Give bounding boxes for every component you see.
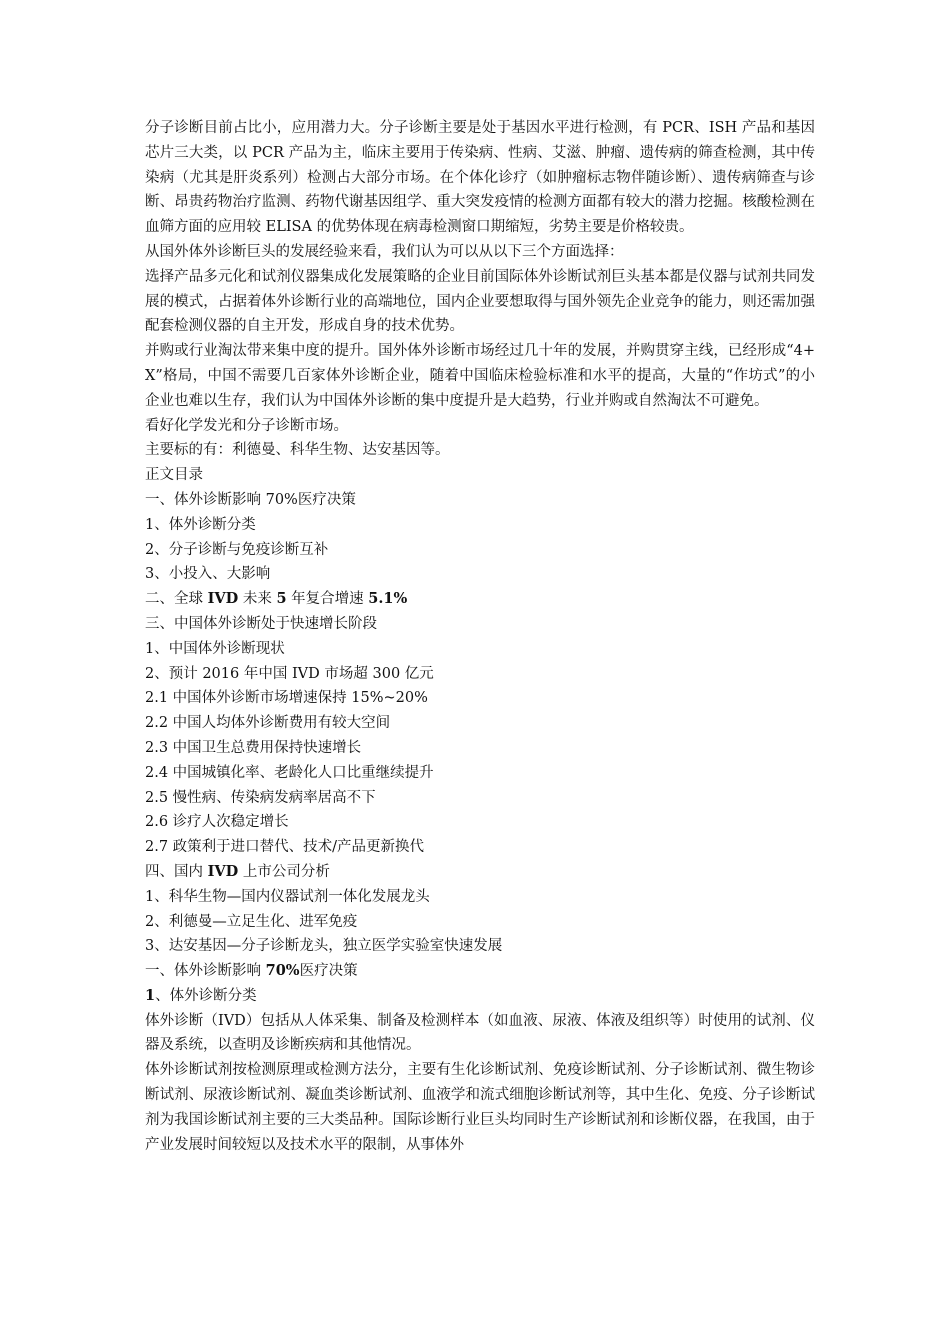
section-heading — [145, 959, 815, 984]
toc-item: 2、预计 2016 年中国 IVD 市场超 300 亿元 — [145, 665, 434, 682]
intro-paragraph-consolidation: 并购或行业淘汰带来集中度的提升。国外体外诊断市场经过几十年的发展，并购贯穿主线，已经形成“4+X”格局，中国不需要几百家体外诊断企业，随着中国临床检验标准和水平的提高，大量的“作坊式”的小企业也难以生存，我们认为中国体外诊断的集中度提升是大趋势，行业并购或自然淘汰不可避免。 — [145, 343, 815, 409]
intro-paragraph-outlook: 看好化学发光和分子诊断市场。 — [145, 417, 348, 434]
heading-text: 一、体外诊断影响 — [145, 963, 266, 980]
body-paragraph-ivd-reagents: 体外诊断试剂按检测原理或检测方法分，主要有生化诊断试剂、免疫诊断试剂、分子诊断试剂、微生物诊断试剂、尿液诊断试剂、凝血类诊断试剂、血液学和流式细胞诊断试剂等，其中生化、免疫、分子诊断试剂为我国诊断试剂主要的三大类品种。国际诊断行业巨头均同时生产诊断试剂和诊断仪器，在我国，由于产业发展时间较短以及技术水平的限制，从事体外 — [145, 1062, 815, 1153]
toc-item: 2.4 中国城镇化率、老龄化人口比重继续提升 — [145, 764, 434, 781]
intro-paragraph-molecular: 分子诊断目前占比小，应用潜力大。分子诊断主要是处于基因水平进行检测，有 PCR、ISH 产品和基因芯片三大类，以 PCR 产品为主，临床主要用于传染病、性病、艾滋、肿瘤、遗传病的筛查检测，其中传染病（尤其是肝炎系列）检测占大部分市场。在个体化诊疗（如肿瘤标志物伴随诊断）、遗传病筛查与诊断、昂贵药物治疗监测、药物代谢基因组学、重大突发疫情的检测方面都有较大的潜力挖掘。核酸检测在血筛方面的应用较 ELISA 的优势体现在病毒检测窗口期缩短，劣势主要是价格较贵。 — [145, 120, 815, 236]
toc-text: 二、全球 — [145, 591, 208, 608]
document-page — [145, 116, 815, 1157]
toc-title: 正文目录 — [145, 467, 203, 484]
toc-item: 1、体外诊断分类 — [145, 516, 256, 533]
heading-text-bold: 70% — [265, 962, 300, 980]
toc-item: 2.6 诊疗人次稳定增长 — [145, 814, 289, 831]
toc-item: 2、利德曼—立足生化、进军免疫 — [145, 913, 358, 930]
toc-item — [145, 587, 815, 612]
intro-paragraph-diversification: 选择产品多元化和试剂仪器集成化发展策略的企业目前国际体外诊断试剂巨头基本都是仪器与试剂共同发展的模式，占据着体外诊断行业的高端地位，国内企业要想取得与国外领先企业竞争的能力，则还需加强配套检测仪器的自主开发，形成自身的技术优势。 — [145, 268, 815, 335]
toc-text: 上市公司分析 — [238, 863, 330, 880]
toc-text-bold: IVD — [207, 590, 239, 608]
toc-item: 3、达安基因—分子诊断龙头，独立医学实验室快速发展 — [145, 938, 503, 955]
subsection-heading — [145, 984, 815, 1009]
toc-text-bold: IVD — [207, 862, 239, 880]
toc-text: 未来 — [238, 591, 277, 608]
intro-paragraph-experience: 从国外体外诊断巨头的发展经验来看，我们认为可以从以下三个方面选择： — [145, 243, 624, 260]
toc-item: 2、分子诊断与免疫诊断互补 — [145, 541, 329, 558]
body-paragraph-ivd-definition: 体外诊断（IVD）包括从人体采集、制备及检测样本（如血液、尿液、体液及组织等）时使用的试剂、仪器及系统，以查明及诊断疾病和其他情况。 — [145, 1012, 815, 1054]
table-of-contents — [145, 463, 815, 959]
intro-paragraph-targets: 主要标的有：利德曼、科华生物、达安基因等。 — [145, 442, 450, 459]
toc-item: 3、小投入、大影响 — [145, 566, 271, 583]
toc-text: 年复合增速 — [286, 591, 369, 608]
toc-item: 2.3 中国卫生总费用保持快速增长 — [145, 739, 362, 756]
toc-item: 2.1 中国体外诊断市场增速保持 15%~20% — [145, 690, 428, 707]
heading-number-bold: 1 — [145, 986, 156, 1004]
toc-text-bold: 5 — [276, 590, 287, 608]
toc-item: 1、科华生物—国内仪器试剂一体化发展龙头 — [145, 888, 430, 905]
toc-item: 2.7 政策利于进口替代、技术/产品更新换代 — [145, 839, 425, 856]
toc-item: 2.2 中国人均体外诊断费用有较大空间 — [145, 715, 391, 732]
toc-text: 四、国内 — [145, 863, 208, 880]
toc-item: 一、体外诊断影响 70%医疗决策 — [145, 491, 356, 508]
toc-item: 2.5 慢性病、传染病发病率居高不下 — [145, 789, 376, 806]
toc-item: 1、中国体外诊断现状 — [145, 640, 285, 657]
toc-item: 三、中国体外诊断处于快速增长阶段 — [145, 615, 377, 632]
heading-text: 医疗决策 — [299, 963, 358, 980]
toc-item — [145, 860, 815, 885]
toc-text-bold: 5.1% — [368, 590, 408, 608]
heading-text: 、体外诊断分类 — [155, 987, 257, 1004]
